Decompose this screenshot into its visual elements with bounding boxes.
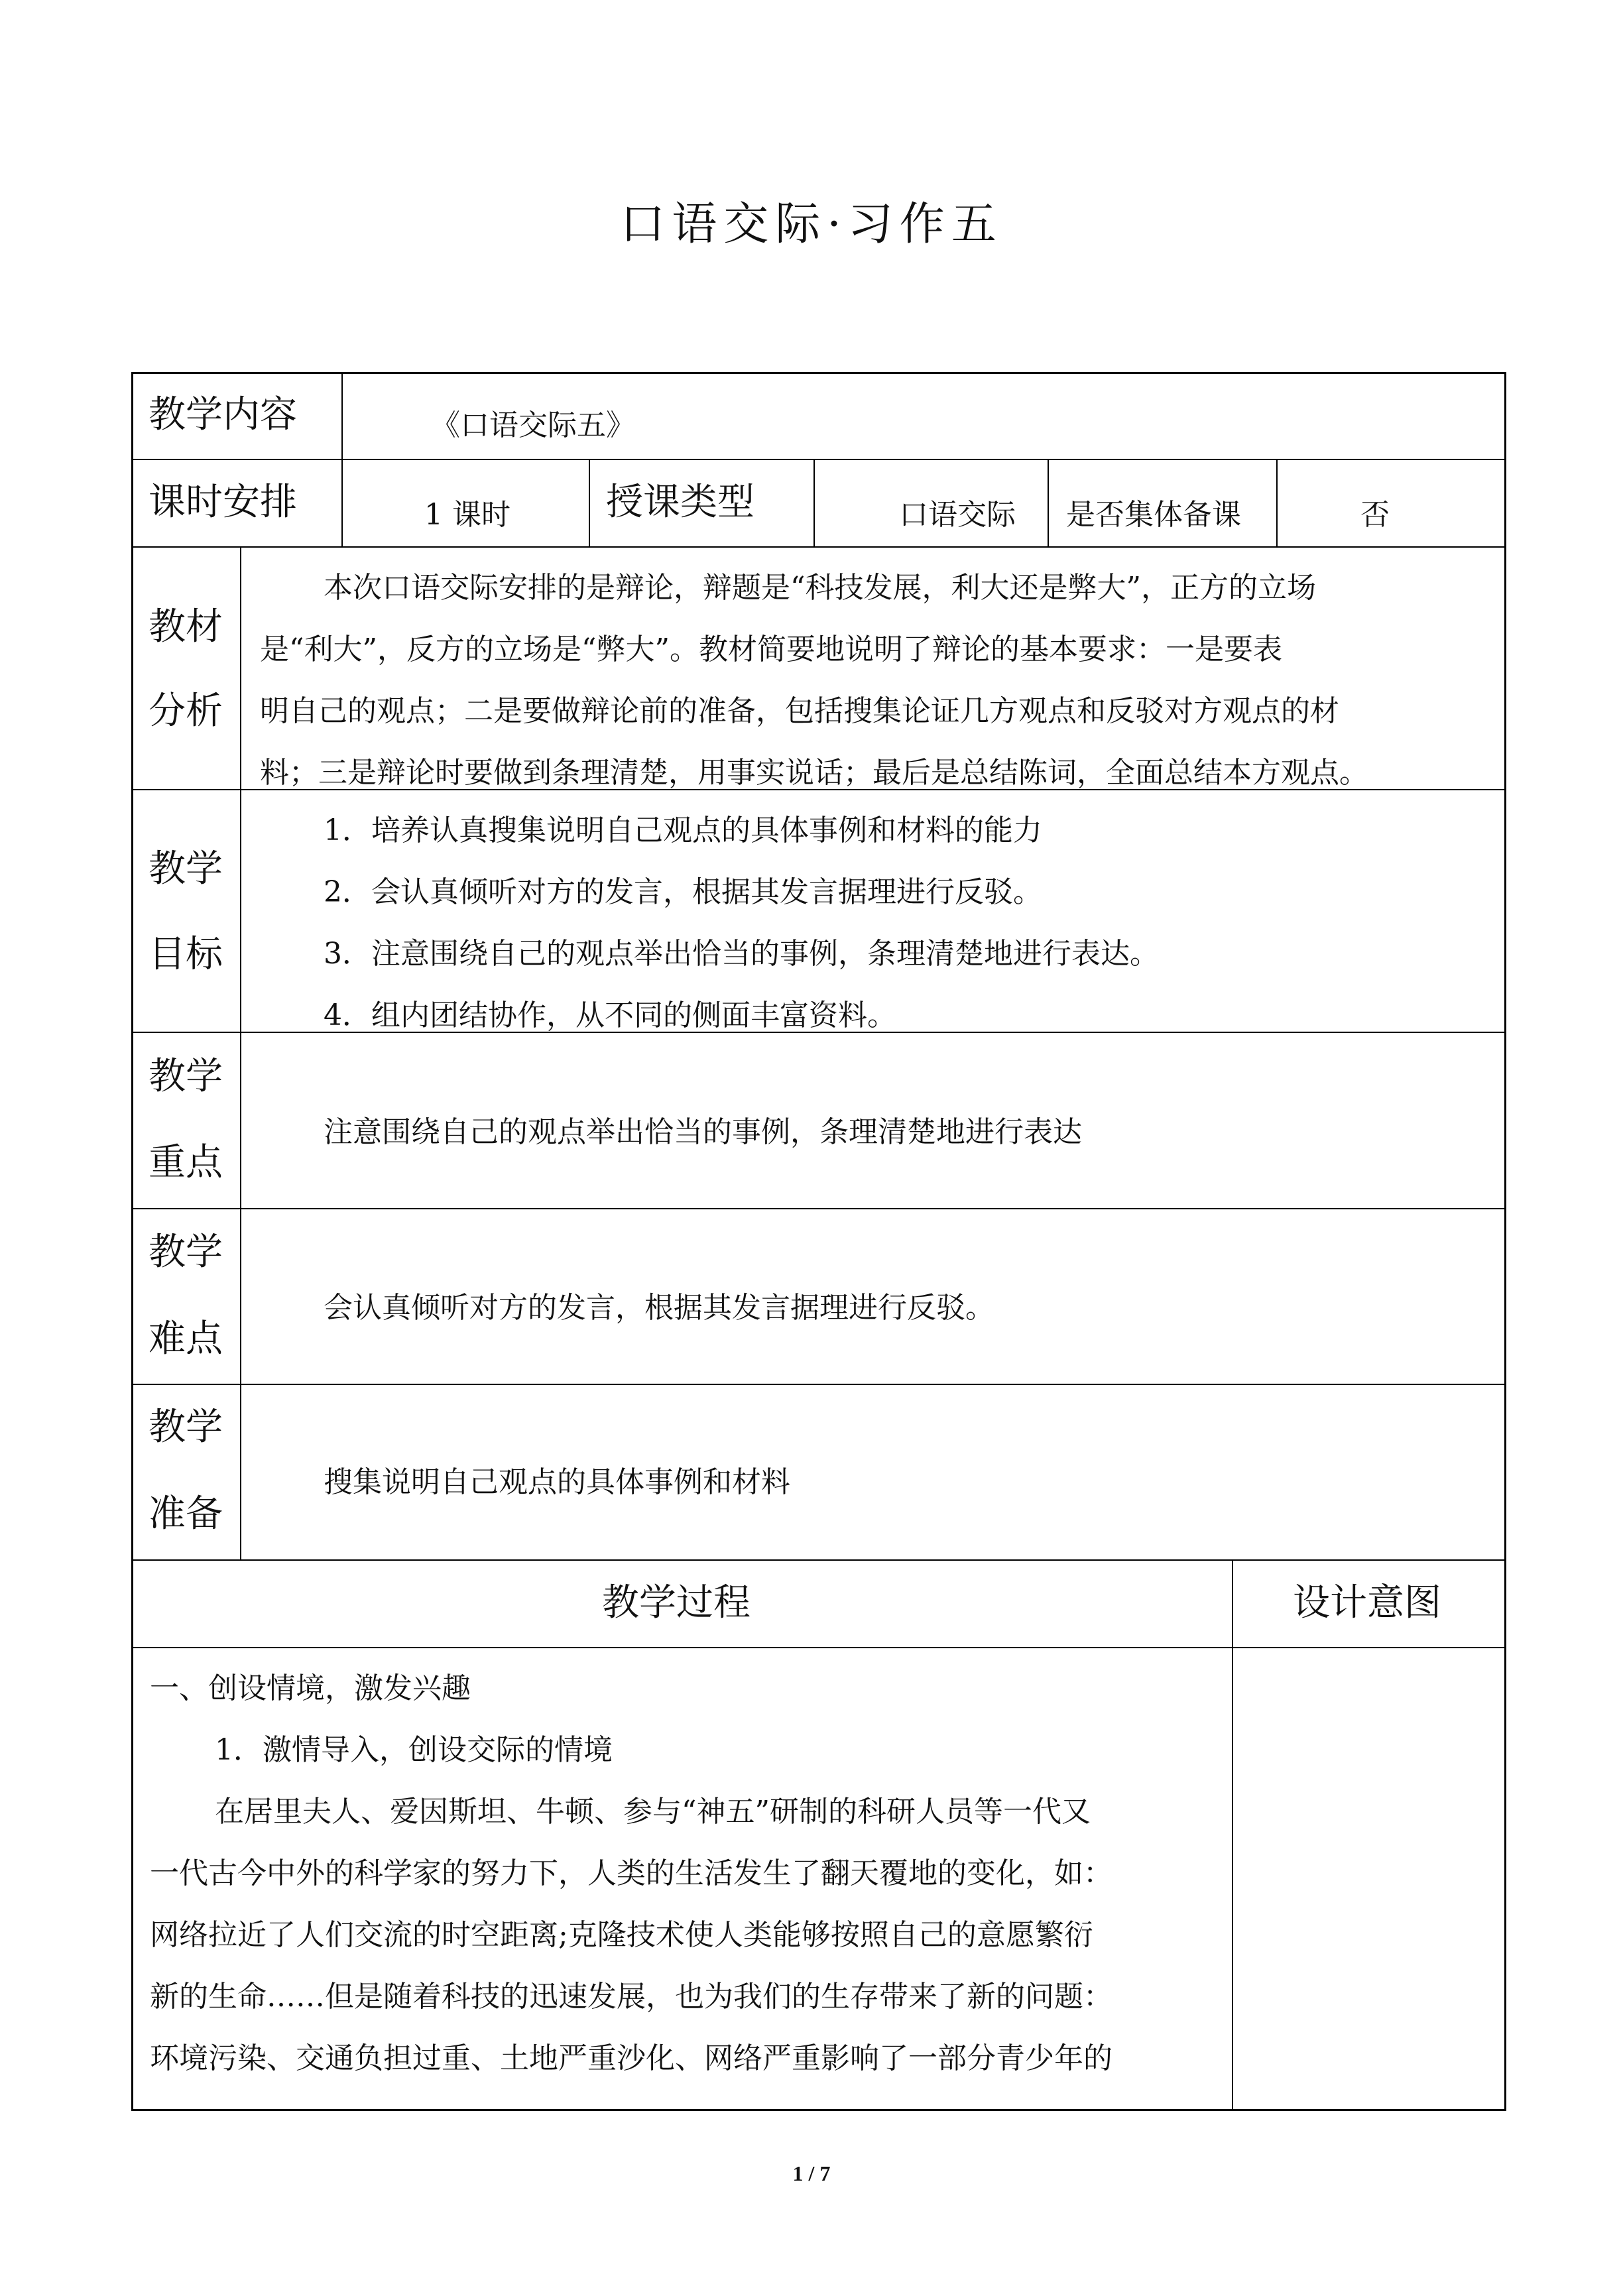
goal-item: 2．会认真倾听对方的发言，根据其发言据理进行反驳。 — [324, 875, 1042, 909]
goals-label-line2: 目标 — [149, 933, 223, 976]
row-divider — [131, 1208, 1506, 1209]
column-divider — [1276, 459, 1278, 548]
analysis-line: 本次口语交际安排的是辩论，辩题是“科技发展，利大还是弊大”，正方的立场 — [324, 571, 1316, 605]
goal-item: 1．培养认真搜集说明自己观点的具体事例和材料的能力 — [324, 814, 1042, 847]
goal-item: 4．组内团结协作，从不同的侧面丰富资料。 — [324, 998, 896, 1032]
group-prep-label: 是否集体备课 — [1066, 498, 1241, 532]
column-divider — [240, 546, 241, 1561]
process-line: 网络拉近了人们交流的时空距离;克隆技术使人类能够按照自己的意愿繁衍 — [150, 1918, 1093, 1952]
page-title: 口语交际·习作五 — [620, 198, 1003, 251]
analysis-label-line1: 教材 — [149, 605, 223, 648]
process-line: 一、创设情境，激发兴趣 — [150, 1671, 471, 1705]
row-divider — [131, 546, 1506, 548]
process-header: 教学过程 — [602, 1581, 751, 1624]
preparation-value: 搜集说明自己观点的具体事例和材料 — [324, 1465, 790, 1499]
process-line: 在居里夫人、爱因斯坦、牛顿、参与“神五”研制的科研人员等一代又 — [215, 1795, 1091, 1829]
goal-item: 3．注意围绕自己的观点举出恰当的事例，条理清楚地进行表达。 — [324, 937, 1159, 971]
row-divider — [131, 1647, 1506, 1648]
focus-value: 注意围绕自己的观点举出恰当的事例，条理清楚地进行表达 — [324, 1115, 1082, 1149]
analysis-line: 料；三是辩论时要做到条理清楚，用事实说话；最后是总结陈词，全面总结本方观点。 — [260, 756, 1368, 790]
content-label: 教学内容 — [149, 393, 297, 436]
preparation-label-line2: 准备 — [149, 1492, 223, 1536]
lesson-type-value: 口语交际 — [899, 498, 1016, 532]
column-divider — [341, 372, 343, 548]
focus-label-line2: 重点 — [149, 1141, 223, 1184]
group-prep-value: 否 — [1360, 498, 1390, 532]
process-line: 1．激情导入，创设交际的情境 — [215, 1733, 613, 1767]
row-divider — [131, 459, 1506, 460]
table-border-left — [131, 372, 133, 2111]
analysis-label-line2: 分析 — [149, 690, 223, 733]
focus-label-line1: 教学 — [149, 1055, 223, 1098]
difficulty-label-line1: 教学 — [149, 1231, 223, 1274]
process-line: 新的生命……但是随着科技的迅速发展，也为我们的生存带来了新的问题： — [150, 1980, 1112, 2014]
analysis-line: 明自己的观点；二是要做辩论前的准备，包括搜集论证几方观点和反驳对方观点的材 — [260, 694, 1339, 728]
table-border-top — [131, 372, 1506, 374]
schedule-hours: 1 课时 — [424, 498, 511, 532]
schedule-label: 课时安排 — [149, 481, 297, 524]
row-divider — [131, 1384, 1506, 1385]
column-divider — [1048, 459, 1049, 548]
column-divider — [1232, 1559, 1233, 2110]
difficulty-label-line2: 难点 — [149, 1317, 223, 1360]
preparation-label-line1: 教学 — [149, 1406, 223, 1449]
content-value: 《口语交际五》 — [431, 408, 635, 442]
column-divider — [589, 459, 590, 548]
table-border-bottom — [131, 2109, 1506, 2111]
process-line: 一代古今中外的科学家的努力下，人类的生活发生了翻天覆地的变化，如： — [150, 1856, 1112, 1890]
page-number: 1 / 7 — [792, 2161, 831, 2185]
design-intent-header: 设计意图 — [1293, 1581, 1441, 1624]
difficulty-value: 会认真倾听对方的发言，根据其发言据理进行反驳。 — [324, 1291, 994, 1325]
row-divider — [131, 1559, 1506, 1561]
column-divider — [813, 459, 815, 548]
table-border-right — [1504, 372, 1506, 2111]
analysis-line: 是“利大”，反方的立场是“弊大”。教材简要地说明了辩论的基本要求：一是要表 — [260, 633, 1282, 666]
lesson-type-label: 授课类型 — [606, 481, 754, 524]
goals-label-line1: 教学 — [149, 847, 223, 890]
process-line: 环境污染、交通负担过重、土地严重沙化、网络严重影响了一部分青少年的 — [150, 2041, 1112, 2075]
